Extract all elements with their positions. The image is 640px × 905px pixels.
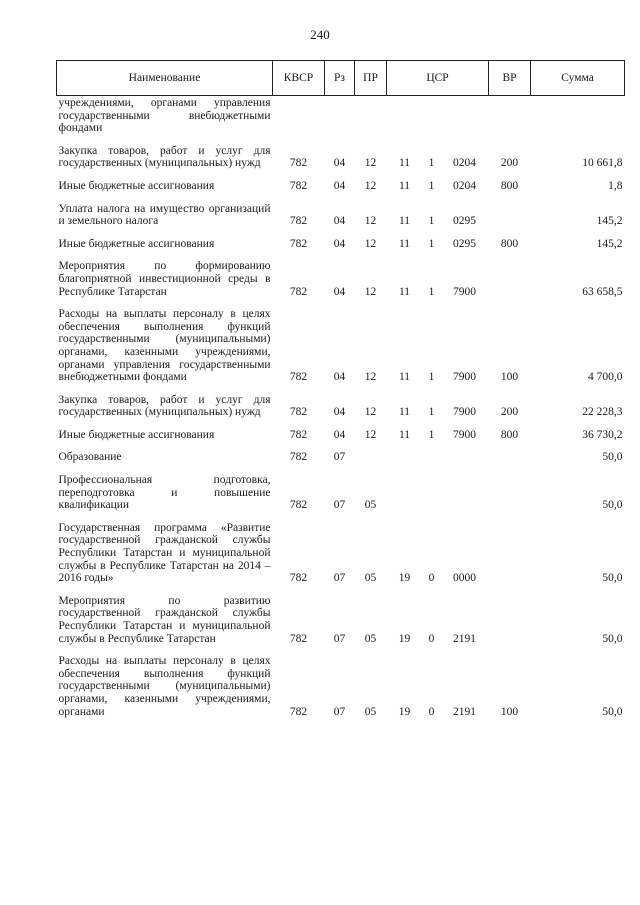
row-csr-program: 11 — [398, 285, 411, 298]
row-csr-subprogram: 1 — [428, 406, 435, 419]
row-pr: 12 — [364, 157, 377, 170]
row-vr: 800 — [500, 179, 519, 192]
row-csr-code: 7900 — [453, 406, 477, 419]
row-csr-code — [441, 96, 489, 138]
row-vr — [489, 515, 531, 588]
row-sum: 145,2 — [596, 237, 623, 250]
row-pr: 05 — [364, 499, 377, 512]
header-sum: Сумма — [531, 61, 625, 96]
row-kvsr: 782 — [289, 215, 308, 228]
row-name: Уплата налога на имущество организаций и земельного налога — [58, 202, 271, 228]
row-csr-code: 7900 — [453, 371, 477, 384]
row-pr: 05 — [364, 572, 377, 585]
row-pr: 12 — [364, 179, 377, 192]
row-vr: 100 — [500, 705, 519, 718]
table-row — [57, 467, 625, 515]
row-kvsr: 782 — [289, 499, 308, 512]
row-name: Мероприятия по формированию благоприятной инвестиционной среды в Республике Татарстан — [58, 260, 271, 298]
row-csr-code — [441, 444, 489, 467]
row-name: Иные бюджетные ассигнования — [58, 428, 215, 441]
row-csr-code: 0000 — [453, 572, 477, 585]
row-kvsr: 782 — [289, 237, 308, 250]
row-csr-subprogram: 1 — [428, 428, 435, 441]
table-row — [57, 196, 625, 231]
row-csr-program: 11 — [398, 215, 411, 228]
row-vr — [489, 253, 531, 301]
table-row — [57, 301, 625, 387]
table-row — [57, 588, 625, 648]
page-number: 240 — [310, 27, 330, 42]
row-name: Закупка товаров, работ и услуг для государственных (муниципальных) нужд — [58, 393, 271, 419]
row-csr-code — [441, 467, 489, 515]
row-name: Иные бюджетные ассигнования — [58, 237, 215, 250]
row-rz: 07 — [333, 705, 346, 718]
table-row — [57, 138, 625, 173]
row-pr: 05 — [364, 705, 377, 718]
row-vr — [489, 444, 531, 467]
row-csr-program: 11 — [398, 371, 411, 384]
row-csr-subprogram — [423, 96, 441, 138]
table-row — [57, 387, 625, 422]
row-rz: 07 — [333, 632, 346, 645]
header-vr: ВР — [489, 61, 531, 96]
row-pr: 12 — [364, 428, 377, 441]
row-csr-subprogram: 1 — [428, 237, 435, 250]
row-name: Закупка товаров, работ и услуг для государственных (муниципальных) нужд — [58, 144, 271, 170]
row-sum: 36 730,2 — [582, 428, 623, 441]
row-sum: 63 658,5 — [582, 285, 623, 298]
row-vr — [489, 467, 531, 515]
row-name: Профессиональная подготовка, переподготовка и повышение квалификации — [58, 474, 271, 512]
table-row — [57, 231, 625, 254]
row-csr-subprogram: 1 — [428, 285, 435, 298]
row-csr-program: 11 — [398, 157, 411, 170]
row-csr-program — [387, 96, 423, 138]
row-csr-subprogram: 0 — [428, 572, 435, 585]
row-csr-subprogram: 1 — [428, 215, 435, 228]
table-row — [57, 173, 625, 196]
row-rz: 07 — [333, 572, 346, 585]
row-pr: 05 — [364, 632, 377, 645]
header-rz: Рз — [325, 61, 355, 96]
row-kvsr: 782 — [289, 572, 308, 585]
row-csr-code: 0204 — [453, 157, 477, 170]
budget-table — [56, 60, 625, 721]
row-csr-subprogram: 0 — [428, 632, 435, 645]
row-csr-program — [387, 444, 423, 467]
row-pr: 12 — [364, 215, 377, 228]
row-vr: 800 — [500, 237, 519, 250]
table-row — [57, 515, 625, 588]
row-rz: 04 — [333, 157, 346, 170]
row-kvsr: 782 — [289, 451, 308, 464]
row-name: Государственная программа «Развитие государственной гражданской службы Республики Татарстан и муниципальной службы в Республике Татарстан на 2014 – 2016 годы» — [58, 521, 271, 585]
row-pr — [355, 96, 387, 138]
row-vr: 100 — [500, 371, 519, 384]
row-rz: 04 — [333, 237, 346, 250]
row-vr — [489, 196, 531, 231]
row-sum: 50,0 — [602, 705, 623, 718]
row-sum: 145,2 — [596, 215, 623, 228]
row-csr-code: 0295 — [453, 237, 477, 250]
header-kvsr: КВСР — [273, 61, 325, 96]
row-vr: 200 — [500, 406, 519, 419]
row-csr-code: 0204 — [453, 179, 477, 192]
table-body — [57, 96, 625, 722]
row-csr-code: 7900 — [453, 428, 477, 441]
row-sum: 50,0 — [602, 499, 623, 512]
row-csr-program: 19 — [398, 632, 411, 645]
table-row — [57, 96, 625, 138]
row-csr-program: 19 — [398, 705, 411, 718]
row-name: учреждениями, органами управления государственными внебюджетными фондами — [58, 97, 271, 135]
row-sum: 1,8 — [608, 179, 623, 192]
row-csr-program — [387, 467, 423, 515]
row-name: Мероприятия по развитию государственной гражданской службы Республики Татарстан и муниципальной службы в Республике Татарстан — [58, 594, 271, 645]
row-sum: 50,0 — [602, 572, 623, 585]
row-rz: 04 — [333, 179, 346, 192]
row-kvsr — [273, 96, 325, 138]
row-rz: 04 — [333, 371, 346, 384]
row-kvsr: 782 — [289, 371, 308, 384]
row-kvsr: 782 — [289, 428, 308, 441]
row-vr — [489, 588, 531, 648]
row-pr: 12 — [364, 371, 377, 384]
row-rz: 07 — [333, 499, 346, 512]
row-kvsr: 782 — [289, 179, 308, 192]
row-pr: 12 — [364, 285, 377, 298]
row-csr-subprogram — [423, 444, 441, 467]
row-rz: 04 — [333, 215, 346, 228]
row-name: Расходы на выплаты персоналу в целях обеспечения выполнения функций государственными (муниципальными) органами, казенными учреждениями, органами управления государственными внебюджетными фондами — [58, 308, 271, 384]
row-csr-program: 11 — [398, 406, 411, 419]
row-name: Образование — [58, 451, 122, 464]
row-csr-subprogram — [423, 467, 441, 515]
row-csr-code: 2191 — [453, 632, 477, 645]
row-kvsr: 782 — [289, 285, 308, 298]
row-kvsr: 782 — [289, 705, 308, 718]
row-csr-code: 7900 — [453, 285, 477, 298]
row-rz: 04 — [333, 428, 346, 441]
header-name: Наименование — [57, 61, 273, 96]
row-sum: 10 661,8 — [582, 157, 623, 170]
row-csr-subprogram: 0 — [428, 705, 435, 718]
row-csr-program: 19 — [398, 572, 411, 585]
row-kvsr: 782 — [289, 157, 308, 170]
table-row — [57, 444, 625, 467]
row-csr-subprogram: 1 — [428, 157, 435, 170]
row-sum: 4 700,0 — [588, 371, 623, 384]
row-csr-code: 2191 — [453, 705, 477, 718]
row-sum: 50,0 — [602, 632, 623, 645]
row-csr-subprogram: 1 — [428, 371, 435, 384]
row-rz: 04 — [333, 406, 346, 419]
row-vr — [489, 96, 531, 138]
row-name: Иные бюджетные ассигнования — [58, 179, 215, 192]
row-kvsr: 782 — [289, 406, 308, 419]
header-csr: ЦСР — [387, 61, 489, 96]
table-row — [57, 648, 625, 721]
row-rz — [325, 96, 355, 138]
table-header-row — [57, 61, 625, 96]
table-row — [57, 422, 625, 445]
row-pr: 12 — [364, 406, 377, 419]
row-csr-program: 11 — [398, 237, 411, 250]
row-kvsr: 782 — [289, 632, 308, 645]
row-csr-program: 11 — [398, 179, 411, 192]
header-pr: ПР — [355, 61, 387, 96]
row-csr-program: 11 — [398, 428, 411, 441]
table-row — [57, 253, 625, 301]
row-csr-code: 0295 — [453, 215, 477, 228]
row-name: Расходы на выплаты персоналу в целях обеспечения выполнения функций государственными (муниципальными) органами, казенными учреждениями, органами — [58, 655, 271, 718]
row-rz: 07 — [333, 451, 346, 464]
row-sum: 50,0 — [602, 451, 623, 464]
row-pr — [355, 444, 387, 467]
row-vr: 800 — [500, 428, 519, 441]
row-vr: 200 — [500, 157, 519, 170]
row-sum: 22 228,3 — [582, 406, 623, 419]
row-rz: 04 — [333, 285, 346, 298]
row-pr: 12 — [364, 237, 377, 250]
row-csr-subprogram: 1 — [428, 179, 435, 192]
row-sum — [531, 96, 625, 138]
